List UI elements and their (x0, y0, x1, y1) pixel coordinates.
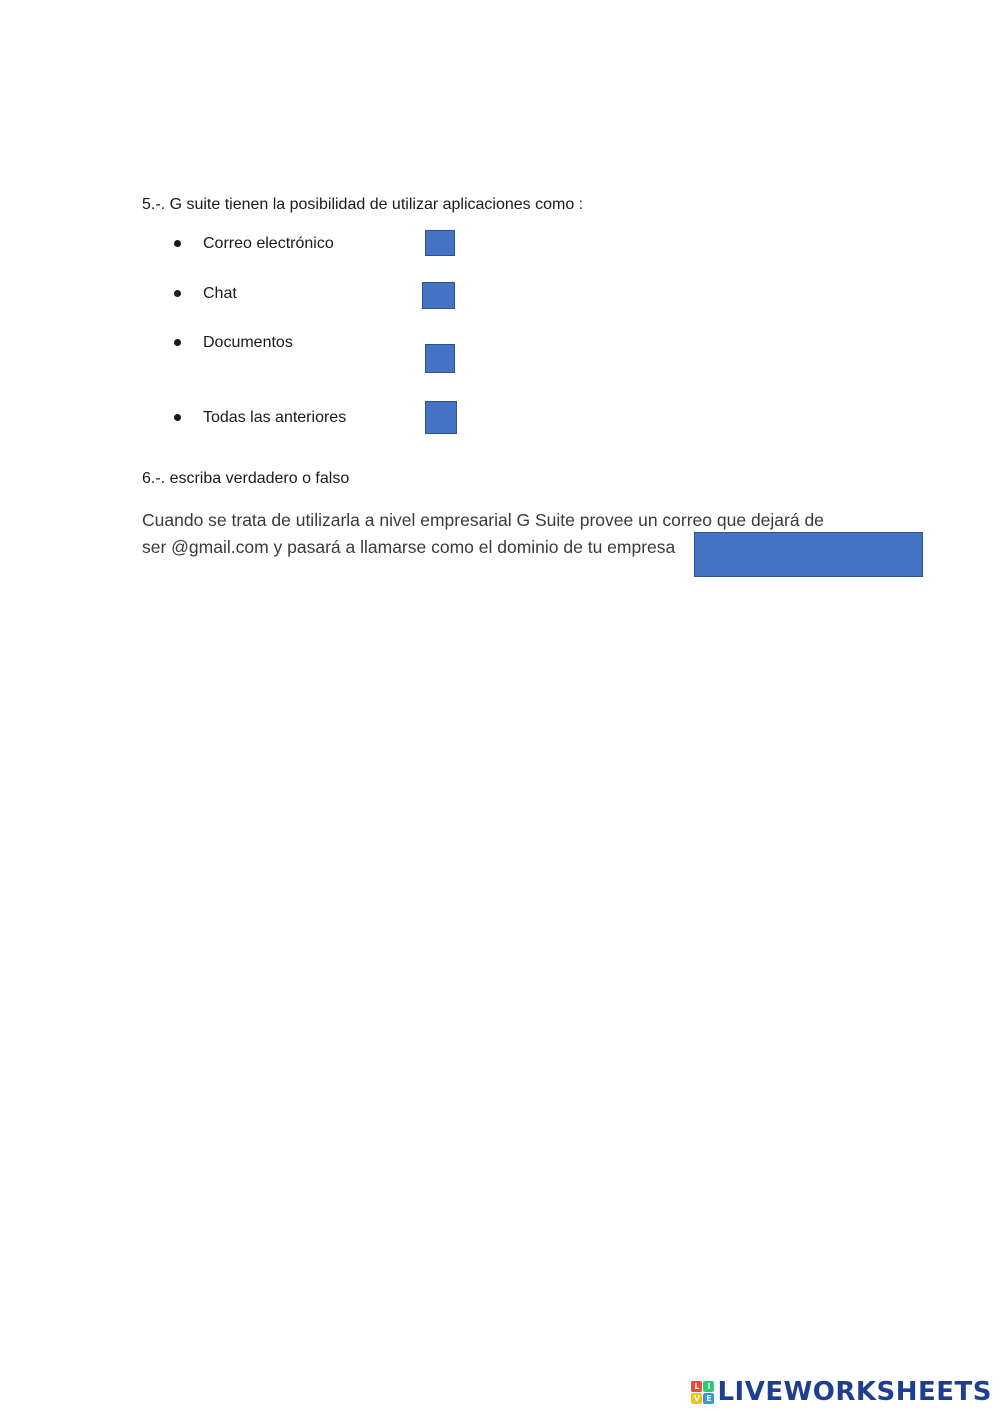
bullet-icon (174, 290, 181, 297)
bullet-icon (174, 339, 181, 346)
brand-name: LIVEWORKSHEETS (717, 1377, 992, 1407)
statement-line-1: Cuando se trata de utilizarla a nivel empresarial G Suite provee un correo que dejará de (142, 510, 824, 530)
statement-line-2: ser @gmail.com y pasará a llamarse como el dominio de tu empresa (142, 537, 676, 557)
option-correo-label: Correo electrónico (203, 235, 334, 252)
logo-letter-e: E (703, 1393, 714, 1404)
answer-input-verdadero-falso[interactable] (694, 532, 923, 577)
logo-letter-l: L (691, 1381, 702, 1392)
option-chat-label: Chat (203, 285, 237, 302)
option-documentos-label: Documentos (203, 334, 293, 351)
liveworksheets-brand (691, 1377, 992, 1407)
logo-letter-v: V (691, 1393, 702, 1404)
question-5-title: 5.-. G suite tienen la posibilidad de utilizar aplicaciones como : (142, 196, 584, 213)
answer-box-documentos[interactable] (425, 344, 455, 373)
bullet-icon (174, 414, 181, 421)
answer-box-chat[interactable] (422, 282, 455, 309)
option-todas-label: Todas las anteriores (203, 409, 347, 426)
bullet-icon (174, 240, 181, 247)
question-6-title: 6.-. escriba verdadero o falso (142, 470, 350, 487)
logo-letter-i: I (703, 1381, 714, 1392)
answer-box-correo[interactable] (425, 230, 455, 256)
liveworksheets-logo-icon (691, 1381, 714, 1404)
answer-box-todas[interactable] (425, 401, 457, 434)
